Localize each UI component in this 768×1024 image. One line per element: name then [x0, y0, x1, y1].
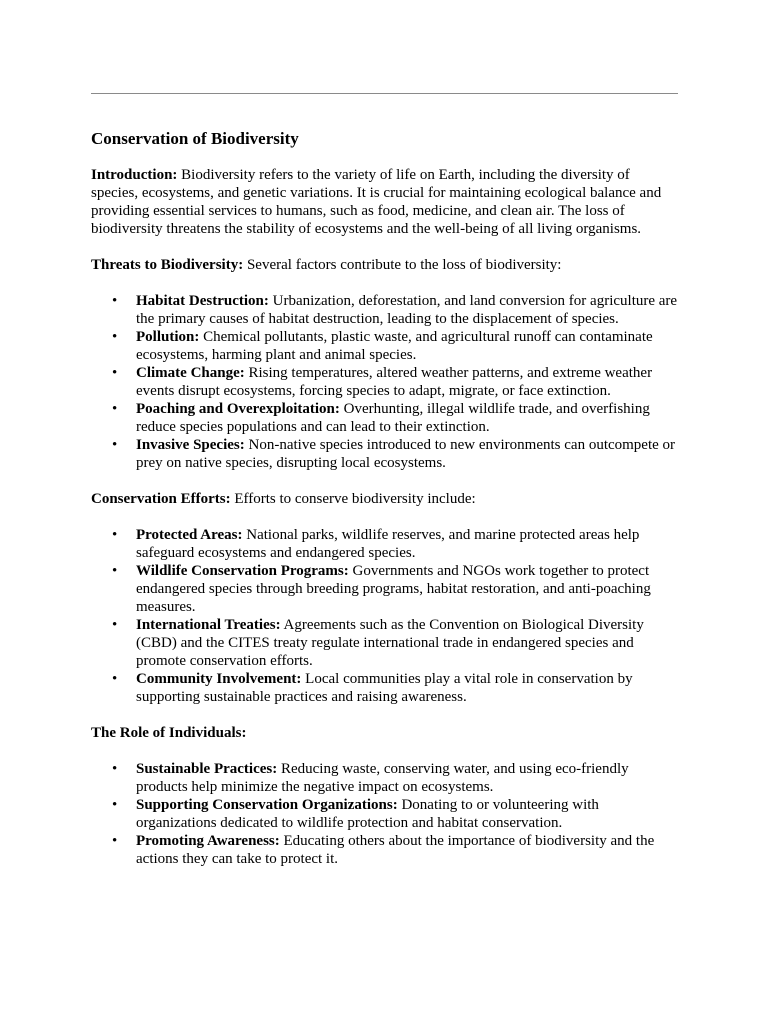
efforts-list [91, 526, 678, 706]
threats-label: Threats to Biodiversity: [91, 257, 244, 273]
list-item-label: Sustainable Practices: [136, 761, 278, 777]
list-item [91, 616, 678, 670]
threats-paragraph [91, 256, 678, 274]
threats-list [91, 292, 678, 472]
header-rule [91, 93, 678, 94]
bullet-icon: • [112, 329, 118, 345]
list-item [91, 562, 678, 616]
bullet-icon: • [112, 527, 118, 543]
list-item-text: Rising temperatures, altered weather patterns, and extreme weather events disrupt ecosystems, forcing species to adapt, migrate, or face extinction. [136, 365, 653, 399]
bullet-icon: • [112, 563, 118, 579]
threats-text: Several factors contribute to the loss of biodiversity: [243, 257, 562, 273]
list-item-text: Educating others about the importance of biodiversity and the actions they can take to protect it. [136, 833, 655, 867]
list-item-label: Habitat Destruction: [136, 293, 269, 309]
list-item-text: National parks, wildlife reserves, and marine protected areas help safeguard ecosystems and endangered species. [136, 527, 640, 561]
list-item-label: International Treaties: [136, 617, 281, 633]
intro-label: Introduction: [91, 167, 178, 183]
list-item-label: Poaching and Overexploitation: [136, 401, 340, 417]
bullet-icon: • [112, 617, 118, 633]
bullet-icon: • [112, 293, 118, 309]
list-item [91, 436, 678, 472]
list-item [91, 760, 678, 796]
list-item-label: Promoting Awareness: [136, 833, 280, 849]
list-item-text: Overhunting, illegal wildlife trade, and overfishing reduce species populations and can lead to their extinction. [136, 401, 650, 435]
list-item-label: Pollution: [136, 329, 200, 345]
intro-paragraph [91, 166, 678, 238]
bullet-icon: • [112, 761, 118, 777]
list-item [91, 526, 678, 562]
efforts-label: Conservation Efforts: [91, 491, 231, 507]
list-item [91, 328, 678, 364]
list-item-text: Urbanization, deforestation, and land conversion for agriculture are the primary causes of habitat destruction, leading to the displacement of species. [136, 293, 678, 327]
list-item-label: Supporting Conservation Organizations: [136, 797, 398, 813]
bullet-icon: • [112, 401, 118, 417]
list-item-text: Governments and NGOs work together to protect endangered species through breeding programs, habitat restoration, and anti-poaching measures. [136, 563, 651, 615]
document-body [91, 166, 678, 886]
bullet-icon: • [112, 365, 118, 381]
bullet-icon: • [112, 671, 118, 687]
list-item [91, 832, 678, 868]
list-item-label: Protected Areas: [136, 527, 243, 543]
list-item-text: Agreements such as the Convention on Biological Diversity (CBD) and the CITES treaty regulate international trade in endangered species and promote conservation efforts. [136, 617, 644, 669]
bullet-icon: • [112, 797, 118, 813]
list-item-label: Climate Change: [136, 365, 245, 381]
list-item-label: Wildlife Conservation Programs: [136, 563, 349, 579]
list-item-text: Non-native species introduced to new environments can outcompete or prey on native species, disrupting local ecosystems. [136, 437, 676, 471]
list-item [91, 400, 678, 436]
intro-text: Biodiversity refers to the variety of life on Earth, including the diversity of species, ecosystems, and genetic variations. It is crucial for maintaining ecological balance and providing essential services to humans, such as food, medicine, and clean air. The loss of biodiversity threatens the stability of ecosystems and the well-being of all living organisms. [91, 167, 662, 237]
list-item [91, 364, 678, 400]
bullet-icon: • [112, 437, 118, 453]
list-item-text: Reducing waste, conserving water, and using eco-friendly products help minimize the negative impact on ecosystems. [136, 761, 629, 795]
individuals-label: The Role of Individuals: [91, 725, 247, 741]
list-item-label: Community Involvement: [136, 671, 302, 687]
efforts-paragraph [91, 490, 678, 508]
bullet-icon: • [112, 833, 118, 849]
list-item-text: Donating to or volunteering with organizations dedicated to wildlife protection and habitat conservation. [136, 797, 599, 831]
individuals-list [91, 760, 678, 868]
list-item [91, 292, 678, 328]
list-item [91, 796, 678, 832]
list-item-label: Invasive Species: [136, 437, 245, 453]
list-item-text: Local communities play a vital role in conservation by supporting sustainable practices and raising awareness. [136, 671, 633, 705]
efforts-text: Efforts to conserve biodiversity include: [230, 491, 476, 507]
list-item [91, 670, 678, 706]
list-item-text: Chemical pollutants, plastic waste, and agricultural runoff can contaminate ecosystems, harming plant and animal species. [136, 329, 653, 363]
page-title: Conservation of Biodiversity [91, 129, 299, 148]
individuals-paragraph [91, 724, 678, 742]
